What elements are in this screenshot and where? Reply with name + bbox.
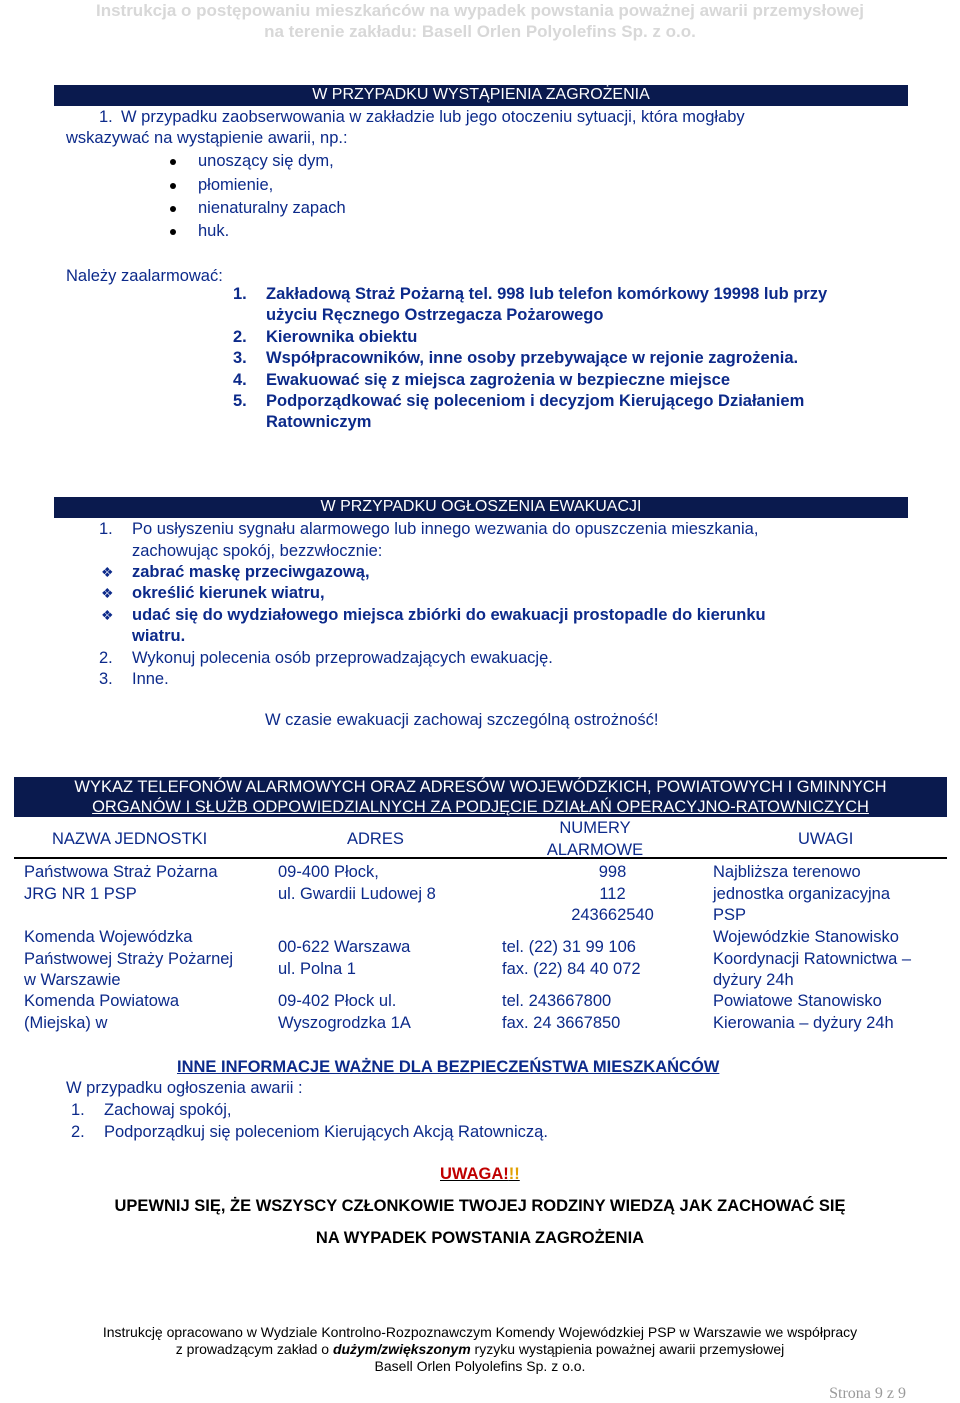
cell-line: 112: [599, 884, 626, 903]
other-info-intro: W przypadku ogłoszenia awarii :: [66, 1079, 303, 1097]
header-line-1: Instrukcja o postępowaniu mieszkańców na wypadek powstania poważnej awarii przemysłowej: [95, 1, 865, 20]
table-cell-notes: [713, 862, 890, 927]
column-header-address: ADRES: [347, 830, 404, 848]
bullet-dot: [170, 159, 176, 165]
list-item: wiatru.: [132, 627, 186, 645]
cell-line: JRG NR 1 PSP: [24, 884, 137, 903]
cell-line: Kierowania – dyżury 24h: [713, 1013, 894, 1032]
cell-line: Powiatowe Stanowisko: [713, 992, 882, 1010]
paragraph-text: Wykonuj polecenia osób przeprowadzających ewakuację.: [132, 649, 553, 667]
cell-line: tel. 243667800: [502, 992, 612, 1010]
list-number: 2.: [233, 328, 247, 346]
table-cell-notes: [713, 927, 911, 992]
column-header-numbers-line-2: ALARMOWE: [546, 840, 644, 859]
list-number: 2.: [71, 1123, 85, 1141]
cell-line: Wojewódzkie Stanowisko: [713, 928, 899, 946]
list-item: użyciu Ręcznego Ostrzegacza Pożarowego: [266, 306, 604, 324]
cell-line: fax. (22) 84 40 072: [502, 959, 641, 978]
list-number: 3.: [233, 349, 247, 367]
cell-line: Komenda Powiatowa: [24, 992, 180, 1010]
paragraph-text: Po usłyszeniu sygnału alarmowego lub innego wezwania do opuszczenia mieszkania,: [132, 520, 759, 538]
cell-line: 09-400 Płock,: [278, 863, 379, 881]
cell-line: Państwowej Straży Pożarnej: [24, 949, 234, 968]
page-number: [829, 1385, 906, 1403]
table-cell-name: [24, 991, 179, 1034]
cell-line: Wyszogrodzka 1A: [278, 1013, 411, 1032]
list-item: Podporządkuj się poleceniom Kierujących Akcją Ratowniczą.: [104, 1123, 548, 1141]
cell-line: Koordynacji Ratownictwa –: [713, 949, 912, 968]
section-title-other-info: INNE INFORMACJE WAŻNE DLA BEZPIECZEŃSTWA MIESZKAŃCÓW: [177, 1058, 720, 1076]
diamond-bullet-icon: ❖: [101, 607, 114, 623]
list-item: unoszący się dym,: [198, 152, 334, 170]
column-header-numbers: [530, 818, 660, 861]
list-item: udać się do wydziałowego miejsca zbiórki do ewakuacji prostopadle do kierunku: [132, 606, 766, 624]
table-cell-address: [278, 937, 410, 980]
footer-line-2: [0, 1341, 960, 1358]
section-title-threat: [54, 85, 908, 106]
page-of: z: [886, 1385, 894, 1402]
bullet-dot: [170, 206, 176, 212]
section-title-evacuation: [54, 497, 908, 518]
phones-title-line-2: ORGANÓW I SŁUŻB ODPOWIEDZIALNYCH ZA PODJĘCIE DZIAŁAŃ OPERACYJNO-RATOWNICZYCH: [92, 798, 869, 816]
table-header-divider: [14, 857, 947, 859]
cell-line: 09-402 Płock ul.: [278, 992, 397, 1010]
list-item: huk.: [198, 222, 230, 240]
phones-title-line-1: WYKAZ TELEFONÓW ALARMOWYCH ORAZ ADRESÓW WOJEWÓDZKICH, POWIATOWYCH I GMINNYCH: [74, 778, 887, 796]
final-warning-line-2: NA WYPADEK POWSTANIA ZAGROŻENIA: [315, 1229, 645, 1247]
paragraph-text: wskazywać na wystąpienie awarii, np.:: [66, 129, 348, 147]
footer-text: z prowadzącym zakład o: [175, 1341, 333, 1357]
cell-line: Państwowa Straż Pożarna: [24, 863, 218, 881]
list-item: płomienie,: [198, 176, 274, 194]
table-cell-numbers: [502, 937, 641, 980]
paragraph-text: W przypadku zaobserwowania w zakładzie lub jego otoczeniu sytuacji, która mogłaby: [121, 108, 745, 126]
list-item: Zachowaj spokój,: [104, 1101, 232, 1119]
paragraph-number: 1.: [99, 520, 113, 538]
table-cell-address: [278, 991, 411, 1034]
table-cell-address: [278, 862, 436, 905]
cell-line: ul. Gwardii Ludowej 8: [278, 884, 436, 903]
cell-line: jednostka organizacyjna: [713, 884, 891, 903]
list-item: Kierownika obiektu: [266, 328, 418, 346]
footer-line-3: Basell Orlen Polyolefins Sp. z o.o.: [374, 1358, 586, 1374]
cell-line: Najbliższa terenowo: [713, 863, 861, 881]
list-item: Ratowniczym: [266, 413, 372, 431]
list-item: zabrać maskę przeciwgazową,: [132, 563, 370, 581]
page-current: 9: [874, 1385, 883, 1402]
warning-red-text: UWAGA!: [440, 1165, 509, 1183]
table-cell-numbers: [530, 862, 695, 927]
bullet-dot: [170, 229, 176, 235]
footer-text: ryzyku wystąpienia poważnej awarii przemysłowej: [470, 1341, 785, 1357]
footer-emphasis: dużym/zwiększonym: [332, 1341, 471, 1357]
paragraph-number: 3.: [99, 670, 113, 688]
list-item: nienaturalny zapach: [198, 199, 346, 217]
table-cell-notes: [713, 991, 894, 1034]
list-item: określić kierunek wiatru,: [132, 584, 325, 602]
cell-line: dyżury 24h: [713, 971, 794, 989]
evacuation-note: W czasie ewakuacji zachowaj szczególną ostrożność!: [265, 711, 659, 729]
bullet-dot: [170, 183, 176, 189]
column-header-name: NAZWA JEDNOSTKI: [52, 830, 208, 848]
phones-title-box: [14, 777, 947, 817]
list-item: Ewakuować się z miejsca zagrożenia w bezpieczne miejsce: [266, 371, 731, 389]
cell-line: PSP: [713, 906, 747, 924]
table-cell-name: [24, 862, 218, 905]
cell-line: ul. Polna 1: [278, 959, 356, 978]
table-cell-name: [24, 927, 233, 992]
diamond-bullet-icon: ❖: [101, 564, 114, 580]
document-header: [0, 0, 960, 42]
page-total: 9: [898, 1385, 906, 1402]
list-number: 1.: [233, 285, 247, 303]
list-number: 4.: [233, 371, 247, 389]
cell-line: w Warszawie: [24, 971, 121, 989]
list-number: 1.: [71, 1101, 85, 1119]
cell-line: 998: [598, 863, 627, 881]
cell-line: Komenda Wojewódzka: [24, 928, 193, 946]
paragraph-number: 1.: [99, 108, 113, 126]
list-item: Podporządkować się poleceniom i decyzjom Kierującego Działaniem: [266, 392, 805, 410]
column-header-numbers-line-1: NUMERY: [559, 819, 631, 837]
list-item: Współpracowników, inne osoby przebywające w rejonie zagrożenia.: [266, 349, 799, 367]
table-cell-numbers: [502, 991, 620, 1034]
section-title-text: W PRZYPADKU OGŁOSZENIA EWAKUACJI: [320, 498, 642, 515]
final-warning-line-1: UPEWNIJ SIĘ, ŻE WSZYSCY CZŁONKOWIE TWOJEJ RODZINY WIEDZĄ JAK ZACHOWAĆ SIĘ: [114, 1197, 846, 1215]
cell-line: fax. 24 3667850: [502, 1013, 621, 1032]
cell-line: tel. (22) 31 99 106: [502, 938, 636, 956]
alarm-intro: Należy zaalarmować:: [66, 267, 223, 285]
column-header-notes: UWAGI: [798, 830, 854, 848]
cell-line: 243662540: [571, 906, 654, 924]
paragraph-number: 2.: [99, 649, 113, 667]
diamond-bullet-icon: ❖: [101, 585, 114, 601]
cell-line: (Miejska) w: [24, 1013, 108, 1032]
warning-exclamations: !!: [508, 1165, 520, 1183]
paragraph-text: zachowując spokój, bezzwłocznie:: [132, 542, 383, 560]
header-line-2: na terenie zakładu: Basell Orlen Polyolefins Sp. z o.o.: [264, 22, 696, 41]
footer-line-1: Instrukcję opracowano w Wydziale Kontrolno-Rozpoznawczym Komendy Wojewódzkiej PSP w Warszawie we współpracy: [102, 1324, 858, 1340]
section-title-text: W PRZYPADKU WYSTĄPIENIA ZAGROŻENIA: [312, 86, 650, 103]
paragraph-text: Inne.: [132, 670, 169, 688]
cell-line: 00-622 Warszawa: [278, 938, 411, 956]
list-item: Zakładową Straż Pożarną tel. 998 lub telefon komórkowy 19998 lub przy: [266, 285, 828, 303]
page-word: Strona: [829, 1385, 871, 1402]
warning-heading: [440, 1164, 520, 1185]
list-number: 5.: [233, 392, 247, 410]
